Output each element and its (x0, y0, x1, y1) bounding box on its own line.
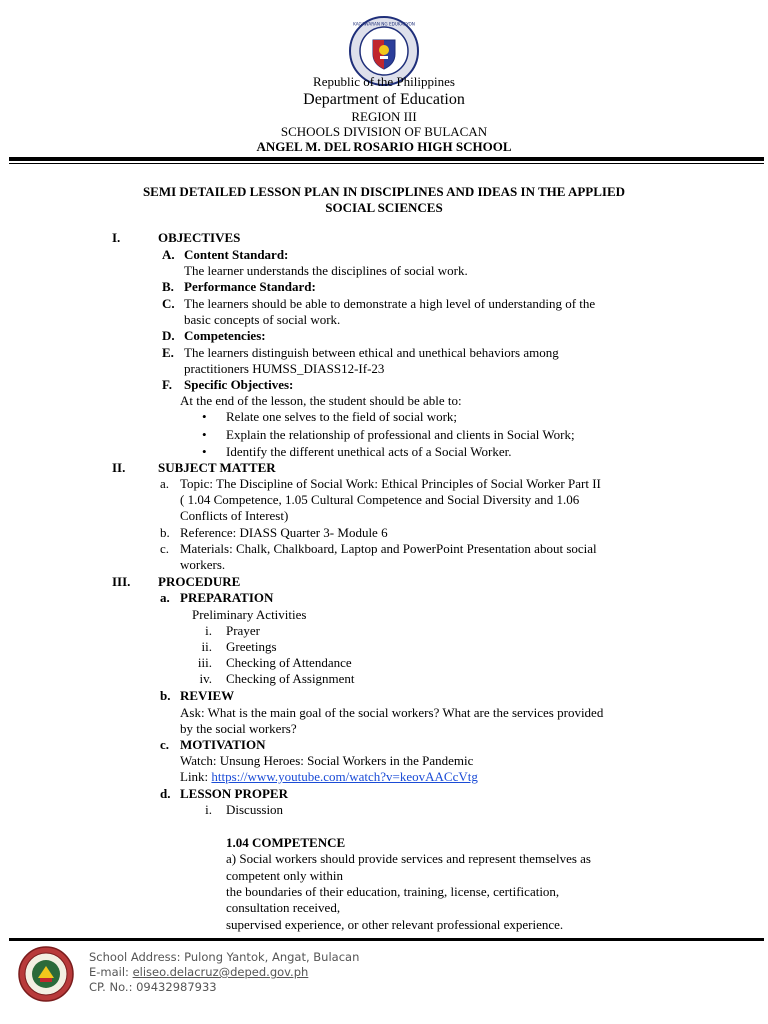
discussion-item: Discussion (226, 802, 284, 817)
division-line: SCHOOLS DIVISION OF BULACAN (280, 124, 488, 139)
activity-item: Greetings (226, 639, 277, 654)
school-logo (18, 946, 74, 1002)
item-letter: A. (162, 247, 175, 262)
topic-line2: ( 1.04 Competence, 1.05 Cultural Competence and Social Diversity and 1.06 (180, 492, 580, 507)
roman-numeral: iv. (199, 671, 212, 686)
reference-text: Reference: DIASS Quarter 3- Module 6 (180, 525, 388, 540)
item-letter: c. (160, 541, 170, 556)
competence-text-line3: the boundaries of their education, training, license, certification, (226, 884, 560, 899)
header-rule-thin (9, 163, 764, 164)
roman-numeral: ii. (201, 639, 212, 654)
review-question-line1: Ask: What is the main goal of the social workers? What are the services provided (180, 705, 604, 720)
footer-address: School Address: Pulong Yantok, Angat, Bulacan (89, 950, 360, 964)
topic-line1: Topic: The Discipline of Social Work: Ethical Principles of Social Worker Part II (180, 476, 601, 491)
performance-standard-label: Performance Standard: (184, 279, 316, 294)
topic-line3: Conflicts of Interest) (180, 508, 289, 523)
republic-line: Republic of the Philippines (313, 74, 455, 89)
content-standard-text: The learner understands the disciplines of social work. (184, 263, 468, 278)
email-address[interactable]: eliseo.delacruz@deped.gov.ph (132, 965, 309, 979)
review-question-line2: by the social workers? (180, 721, 297, 736)
motivation-label: MOTIVATION (180, 737, 266, 752)
preparation-label: PREPARATION (180, 590, 274, 605)
link-label: Link: (180, 769, 212, 784)
objective-bullet: Identify the different unethical acts of a Social Worker. (226, 444, 512, 459)
activity-item: Prayer (226, 623, 260, 638)
performance-text-line1: The learners should be able to demonstrate a high level of understanding of the (184, 296, 596, 311)
item-letter: C. (162, 296, 175, 311)
item-letter: b. (160, 688, 171, 703)
review-label: REVIEW (180, 688, 235, 703)
youtube-link[interactable]: https://www.youtube.com/watch?v=keovAACcVtg (211, 769, 478, 784)
content-standard-label: Content Standard: (184, 247, 289, 262)
school-name: ANGEL M. DEL ROSARIO HIGH SCHOOL (256, 139, 512, 154)
competency-text-line1: The learners distinguish between ethical and unethical behaviors among (184, 345, 559, 360)
roman-numeral: i. (205, 623, 212, 638)
section-heading-procedure: PROCEDURE (158, 574, 241, 589)
item-letter: c. (160, 737, 170, 752)
item-letter: d. (160, 786, 171, 801)
bullet-icon: • (202, 427, 207, 442)
item-letter: D. (162, 328, 175, 343)
section-heading-objectives: OBJECTIVES (158, 230, 241, 245)
department-name: Department of Education (303, 91, 465, 108)
motivation-watch: Watch: Unsung Heroes: Social Workers in the Pandemic (180, 753, 474, 768)
item-letter: B. (162, 279, 174, 294)
svg-text:KAGAWARAN NG EDUKASYON: KAGAWARAN NG EDUKASYON (353, 21, 415, 27)
competence-text-line4: consultation received, (226, 900, 341, 915)
item-letter: E. (162, 345, 174, 360)
footer-phone: CP. No.: 09432987933 (89, 980, 217, 994)
item-letter: F. (162, 377, 172, 392)
activity-item: Checking of Assignment (226, 671, 355, 686)
competence-heading: 1.04 COMPETENCE (226, 835, 346, 850)
preliminary-activities: Preliminary Activities (192, 607, 307, 622)
lesson-plan-title-line2: SOCIAL SCIENCES (325, 200, 443, 215)
materials-line1: Materials: Chalk, Chalkboard, Laptop and PowerPoint Presentation about social (180, 541, 597, 556)
motivation-link-row (180, 769, 478, 785)
objective-bullet: Relate one selves to the field of social work; (226, 409, 458, 424)
email-label: E-mail: (89, 965, 133, 979)
lesson-plan-title-line1: SEMI DETAILED LESSON PLAN IN DISCIPLINES AND IDEAS IN THE APPLIED (142, 184, 626, 199)
section-number: III. (112, 574, 131, 589)
footer-email-row (89, 965, 308, 979)
competencies-label: Competencies: (184, 328, 266, 343)
materials-line2: workers. (180, 557, 226, 572)
roman-numeral: i. (205, 802, 212, 817)
competency-text-line2: practitioners HUMSS_DIASS12-If-23 (184, 361, 385, 376)
competence-text-line5: supervised experience, or other relevant professional experience. (226, 917, 564, 932)
activity-item: Checking of Attendance (226, 655, 352, 670)
item-letter: b. (160, 525, 170, 540)
header-rule (9, 157, 764, 161)
region-line: REGION III (351, 109, 417, 124)
item-letter: a. (160, 590, 170, 605)
specific-objectives-label: Specific Objectives: (184, 377, 294, 392)
item-letter: a. (160, 476, 170, 491)
section-number: II. (112, 460, 126, 475)
bullet-icon: • (202, 409, 207, 424)
competence-text-line1: a) Social workers should provide services and represent themselves as (226, 851, 591, 866)
performance-text-line2: basic concepts of social work. (184, 312, 341, 327)
roman-numeral: iii. (197, 655, 212, 670)
section-heading-subject-matter: SUBJECT MATTER (158, 460, 276, 475)
bullet-icon: • (202, 444, 207, 459)
footer-rule (9, 938, 764, 941)
competence-text-line2: competent only within (226, 868, 343, 883)
section-number: I. (112, 230, 121, 245)
lesson-proper-label: LESSON PROPER (180, 786, 288, 801)
specific-objectives-intro: At the end of the lesson, the student should be able to: (180, 393, 462, 408)
objective-bullet: Explain the relationship of professional and clients in Social Work; (226, 427, 575, 442)
